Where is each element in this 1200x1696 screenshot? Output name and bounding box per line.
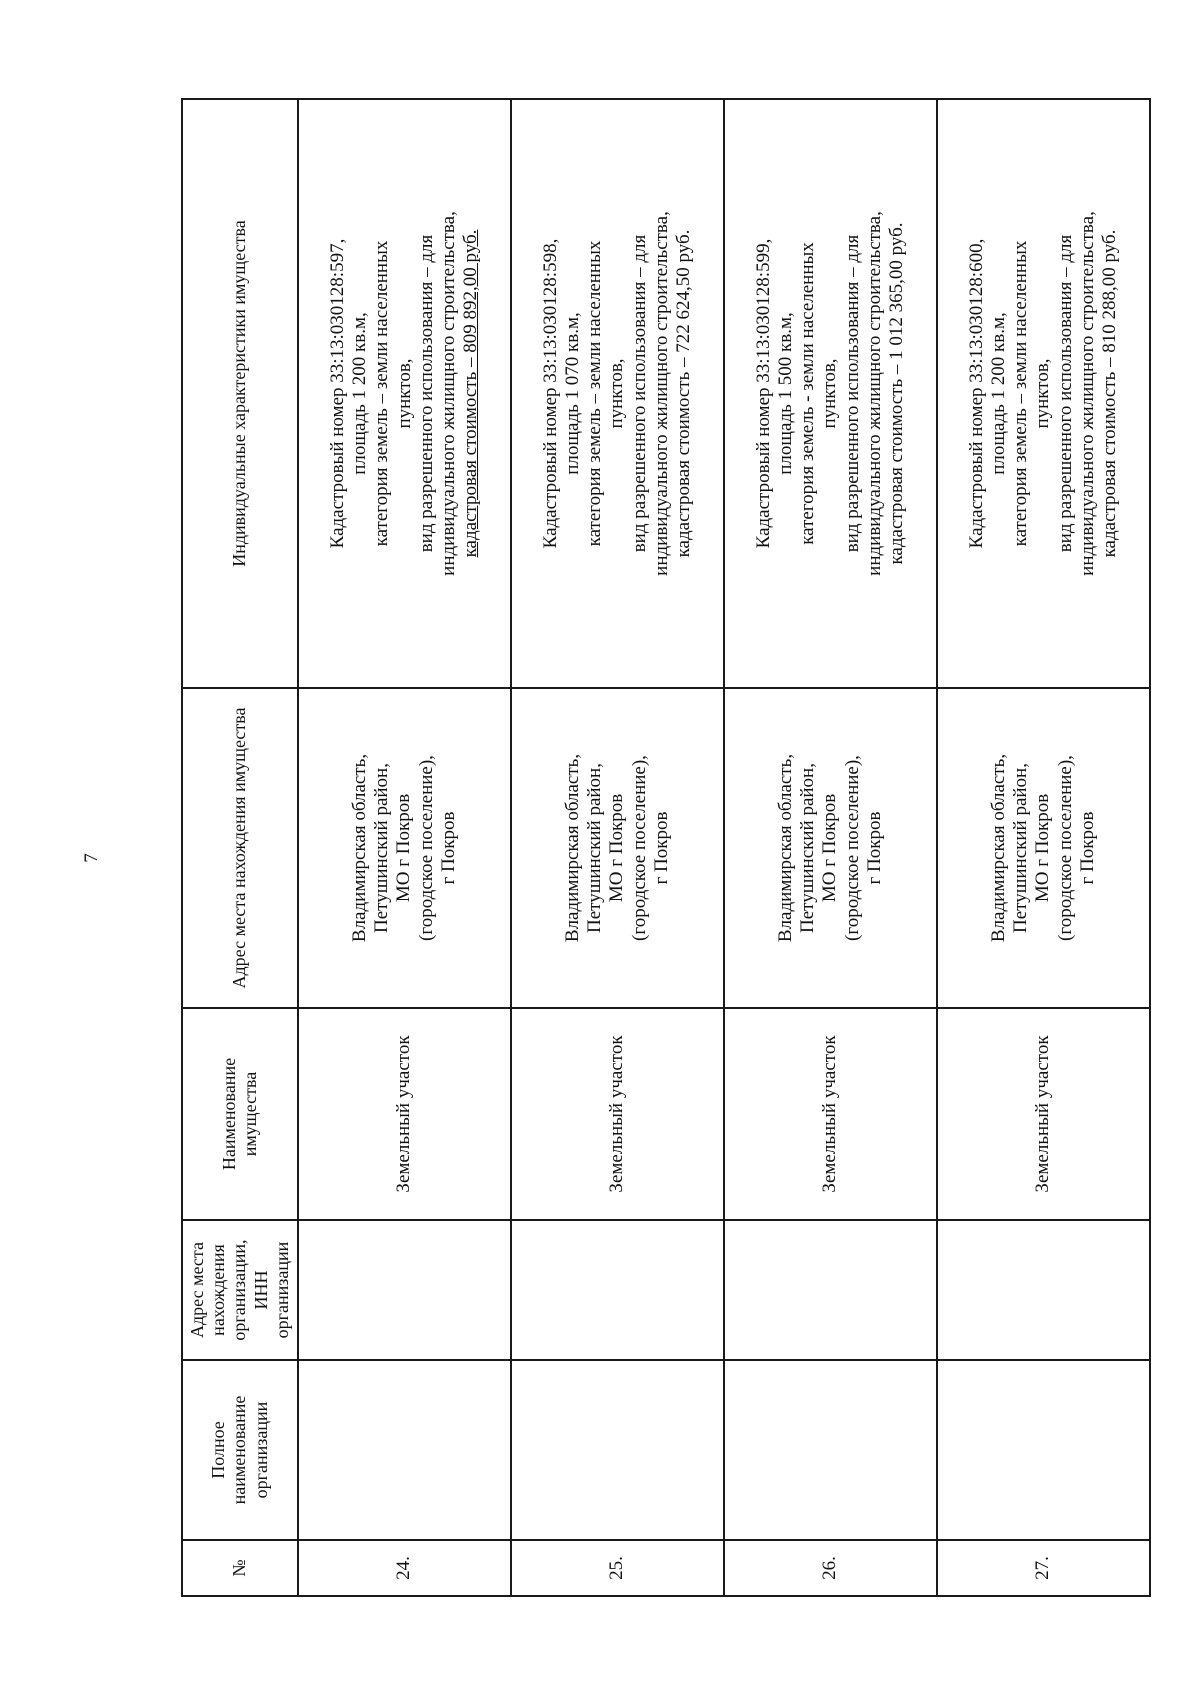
header-org-address: Адрес места нахождения организации, ИНН организации xyxy=(182,1220,298,1360)
characteristic-line: категория земель - земли населенных xyxy=(797,242,819,545)
characteristic-line: пунктов, xyxy=(1032,358,1054,429)
row-characteristics xyxy=(298,99,511,688)
row-property-address xyxy=(937,688,1150,1008)
characteristic-line: индивидуального жилищного строительства, xyxy=(1076,211,1098,576)
address-line: МО г Покров xyxy=(393,793,415,903)
address-line: Петушинский район, xyxy=(583,763,605,933)
row-characteristics xyxy=(724,99,937,688)
row-org-address xyxy=(511,1220,724,1360)
address-line: (городское поселение), xyxy=(415,755,437,941)
address-line: (городское поселение), xyxy=(628,755,650,941)
characteristic-line: кадастровая стоимость – 809 892,00 руб. xyxy=(460,229,482,558)
address-line: МО г Покров xyxy=(1032,793,1054,903)
row-characteristics xyxy=(937,99,1150,688)
characteristic-line: индивидуального жилищного строительства, xyxy=(650,211,672,576)
address-line: Владимирская область, xyxy=(348,753,370,943)
characteristic-line: кадастровая стоимость – 1 012 365,00 руб. xyxy=(886,222,908,565)
address-line: Петушинский район, xyxy=(371,763,393,933)
row-org-address xyxy=(298,1220,511,1360)
address-line: Владимирская область, xyxy=(987,753,1009,943)
address-line: Владимирская область, xyxy=(561,753,583,943)
row-number: 27. xyxy=(937,1540,1150,1596)
characteristic-line: индивидуального жилищного строительства, xyxy=(437,211,459,576)
row-org-name xyxy=(511,1360,724,1540)
table-row xyxy=(298,99,511,1596)
characteristic-line: индивидуального жилищного строительства, xyxy=(863,211,885,576)
header-org-name: Полное наименование организации xyxy=(182,1360,298,1540)
row-property-name: Земельный участок xyxy=(298,1008,511,1220)
table-row xyxy=(937,99,1150,1596)
table-row xyxy=(511,99,724,1596)
address-line: Владимирская область, xyxy=(774,753,796,943)
header-property-address: Адрес места нахождения имущества xyxy=(182,688,298,1008)
characteristic-line: площадь 1 200 кв.м, xyxy=(987,312,1009,475)
characteristic-line: кадастровая стоимость – 722 624,50 руб. xyxy=(673,229,695,558)
row-number: 25. xyxy=(511,1540,724,1596)
characteristic-line: категория земель – земли населенных xyxy=(584,240,606,547)
table-row xyxy=(724,99,937,1596)
address-line: г Покров xyxy=(864,811,886,885)
characteristic-line: вид разрешенного использования – для xyxy=(415,234,437,553)
row-number: 24. xyxy=(298,1540,511,1596)
row-number: 26. xyxy=(724,1540,937,1596)
characteristic-line: категория земель – земли населенных xyxy=(1010,240,1032,547)
address-line: (городское поселение), xyxy=(1054,755,1076,941)
row-property-address xyxy=(511,688,724,1008)
row-org-name xyxy=(937,1360,1150,1540)
row-characteristics xyxy=(511,99,724,688)
characteristic-line: вид разрешенного использования – для xyxy=(841,234,863,553)
header-num: № xyxy=(182,1540,298,1596)
characteristic-line: площадь 1 200 кв.м, xyxy=(349,312,371,475)
address-line: Петушинский район, xyxy=(796,763,818,933)
row-org-address xyxy=(937,1220,1150,1360)
characteristic-line: категория земель – земли населенных xyxy=(371,240,393,547)
page-number: 7 xyxy=(81,853,102,863)
address-line: г Покров xyxy=(1077,811,1099,885)
address-line: (городское поселение), xyxy=(841,755,863,941)
characteristic-line: пунктов, xyxy=(606,358,628,429)
characteristic-line: пунктов, xyxy=(393,358,415,429)
row-org-name xyxy=(298,1360,511,1540)
characteristic-line: Кадастровый номер 33:13:030128:598, xyxy=(539,238,561,549)
header-characteristics: Индивидуальные характеристики имущества xyxy=(182,99,298,688)
address-line: МО г Покров xyxy=(606,793,628,903)
rotated-table-frame xyxy=(181,100,1151,1597)
characteristic-line: площадь 1 070 кв.м, xyxy=(562,312,584,475)
property-table-container xyxy=(181,100,1151,1597)
row-property-address xyxy=(298,688,511,1008)
characteristic-line: Кадастровый номер 33:13:030128:597, xyxy=(326,238,348,549)
characteristic-line: вид разрешенного использования – для xyxy=(628,234,650,553)
characteristic-line: кадастровая стоимость – 810 288,00 руб. xyxy=(1099,229,1121,558)
characteristic-line: вид разрешенного использования – для xyxy=(1054,234,1076,553)
row-org-name xyxy=(724,1360,937,1540)
characteristic-line: пунктов, xyxy=(819,358,841,429)
address-line: г Покров xyxy=(438,811,460,885)
address-line: г Покров xyxy=(651,811,673,885)
row-property-name: Земельный участок xyxy=(511,1008,724,1220)
table-header-row xyxy=(182,99,298,1596)
header-property-name: Наименование имущества xyxy=(182,1008,298,1220)
row-property-name: Земельный участок xyxy=(724,1008,937,1220)
table-body xyxy=(298,99,1150,1596)
characteristic-line: Кадастровый номер 33:13:030128:600, xyxy=(965,238,987,549)
row-property-name: Земельный участок xyxy=(937,1008,1150,1220)
row-property-address xyxy=(724,688,937,1008)
row-org-address xyxy=(724,1220,937,1360)
property-table xyxy=(181,98,1151,1597)
address-line: МО г Покров xyxy=(819,793,841,903)
address-line: Петушинский район, xyxy=(1009,763,1031,933)
characteristic-line: площадь 1 500 кв.м, xyxy=(775,312,796,475)
characteristic-line: Кадастровый номер 33:13:030128:599, xyxy=(752,238,774,549)
